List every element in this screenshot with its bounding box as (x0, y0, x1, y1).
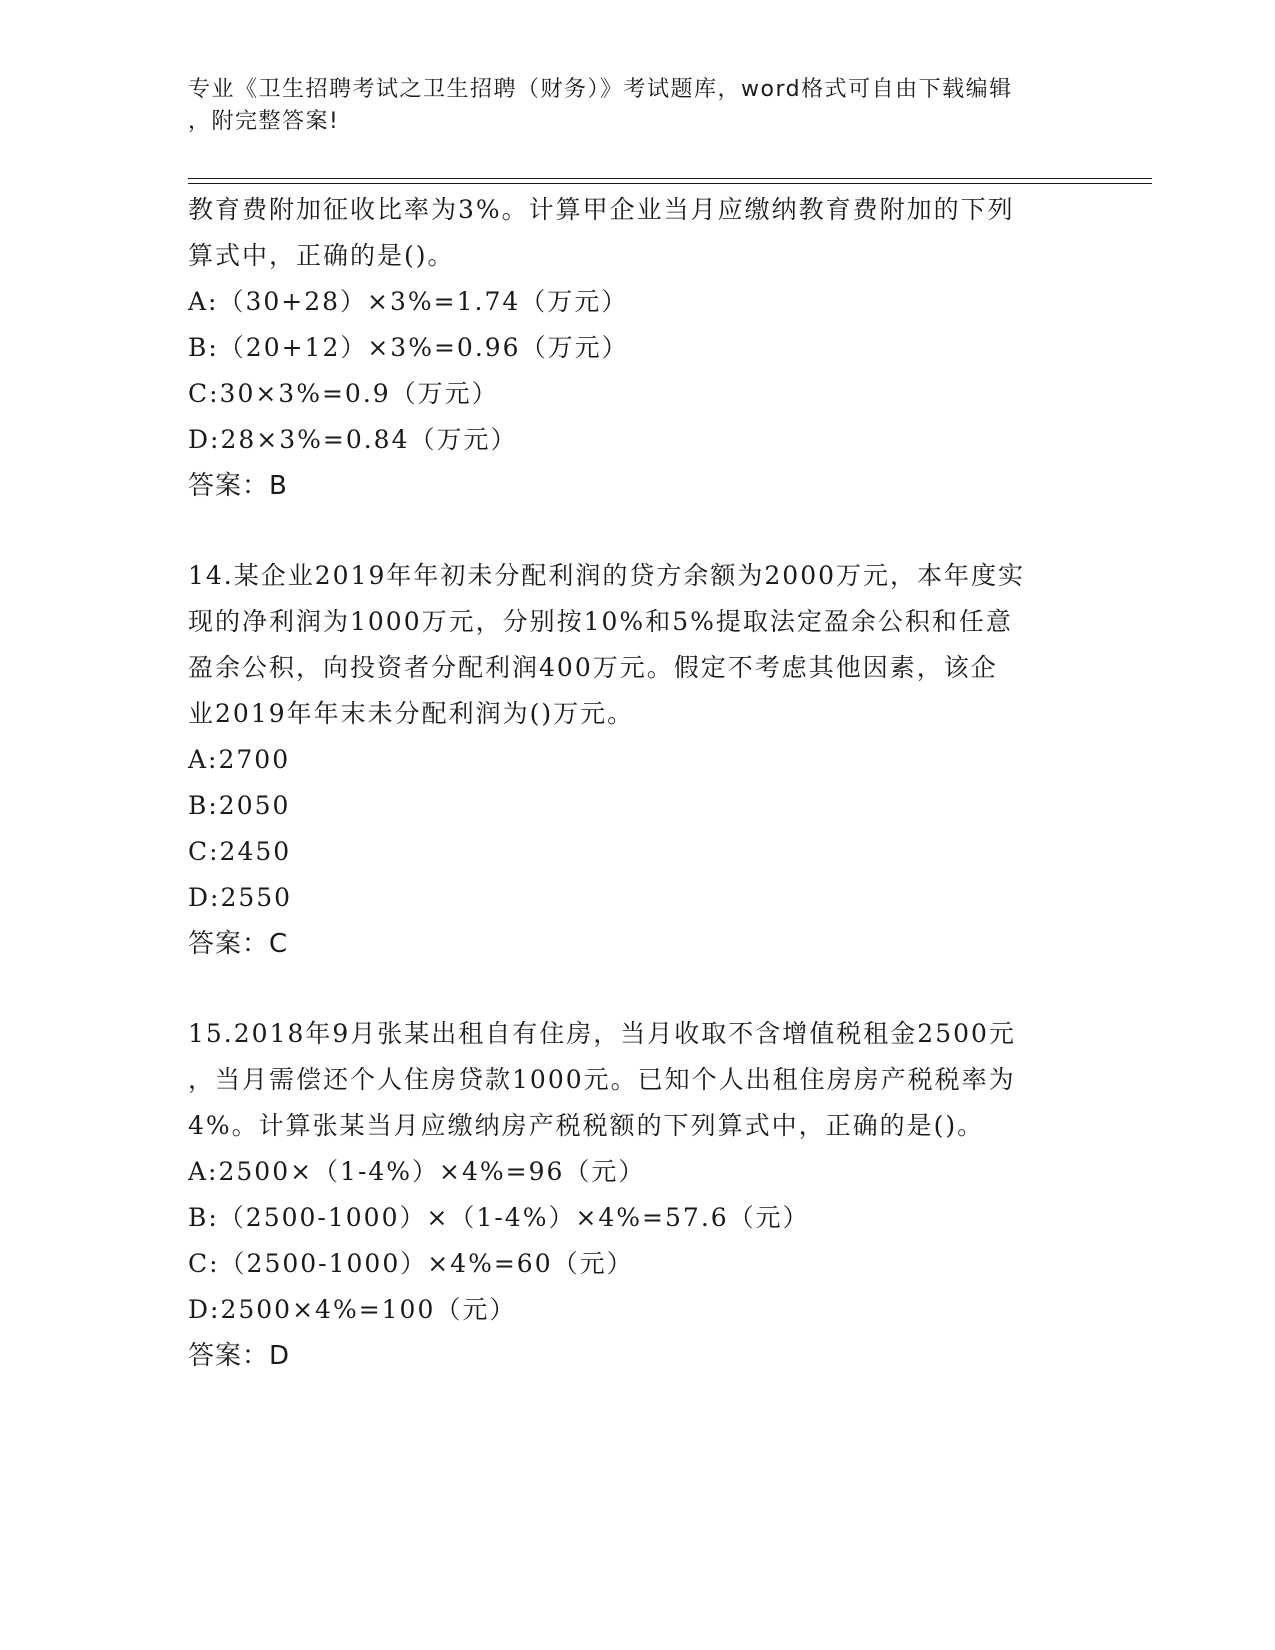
question-15-option-c: C:（2500-1000）×4%=60（元） (188, 1249, 634, 1278)
header-line-1: 专业《卫生招聘考试之卫生招聘（财务）》考试题库，word格式可自由下载编辑 (188, 77, 1013, 102)
question-14-stem-line-1: 14.某企业2019年年初未分配利润的贷方余额为2000万元，本年度实 (188, 561, 1026, 590)
question-14-stem-line-4: 业2019年年末未分配利润为()万元。 (188, 699, 635, 728)
question-13-option-d: D:28×3%=0.84（万元） (188, 425, 518, 454)
question-13-stem-line-2: 算式中，正确的是()。 (188, 241, 455, 270)
question-spacer (188, 967, 1088, 1011)
question-14-block (188, 553, 1088, 967)
question-spacer (188, 509, 1088, 553)
question-15-answer: 答案：D (188, 1341, 291, 1371)
question-14-option-a: A:2700 (188, 745, 291, 774)
question-15-option-a: A:2500×（1-4%）×4%=96（元） (188, 1157, 646, 1186)
question-13-option-b: B:（20+12）×3%=0.96（万元） (188, 333, 629, 362)
question-13-block (188, 187, 1088, 509)
question-14-stem-line-3: 盈余公积，向投资者分配利润400万元。假定不考虑其他因素，该企 (188, 653, 998, 682)
header-divider-bottom (188, 183, 1152, 184)
question-13-stem-line-1: 教育费附加征收比率为3%。计算甲企业当月应缴纳教育费附加的下列 (188, 195, 1015, 224)
question-15-option-b: B:（2500-1000）×（1-4%）×4%=57.6（元） (188, 1203, 810, 1232)
question-14-option-c: C:2450 (188, 837, 292, 866)
question-15-stem-line-1: 15.2018年9月张某出租自有住房，当月收取不含增值税租金2500元 (188, 1019, 1016, 1048)
question-14-option-d: D:2550 (188, 883, 293, 912)
question-15-stem-line-3: 4%。计算张某当月应缴纳房产税税额的下列算式中，正确的是()。 (188, 1111, 985, 1140)
question-15-option-d: D:2500×4%=100（元） (188, 1295, 517, 1324)
question-15-stem-line-2: ，当月需偿还个人住房贷款1000元。已知个人出租住房房产税税率为 (188, 1065, 1016, 1094)
header-line-2: ，附完整答案! (188, 109, 340, 134)
question-13-option-c: C:30×3%=0.9（万元） (188, 379, 499, 408)
question-13-option-a: A:（30+28）×3%=1.74（万元） (188, 287, 629, 316)
page-content (188, 187, 1088, 1379)
question-14-stem-line-2: 现的净利润为1000万元，分别按10%和5%提取法定盈余公积和任意 (188, 607, 1013, 636)
question-14-answer: 答案：C (188, 929, 289, 959)
question-14-option-b: B:2050 (188, 791, 291, 820)
question-15-block (188, 1011, 1088, 1379)
header-divider-top (188, 178, 1152, 179)
page-header (188, 74, 1068, 138)
question-13-answer: 答案：B (188, 471, 288, 501)
